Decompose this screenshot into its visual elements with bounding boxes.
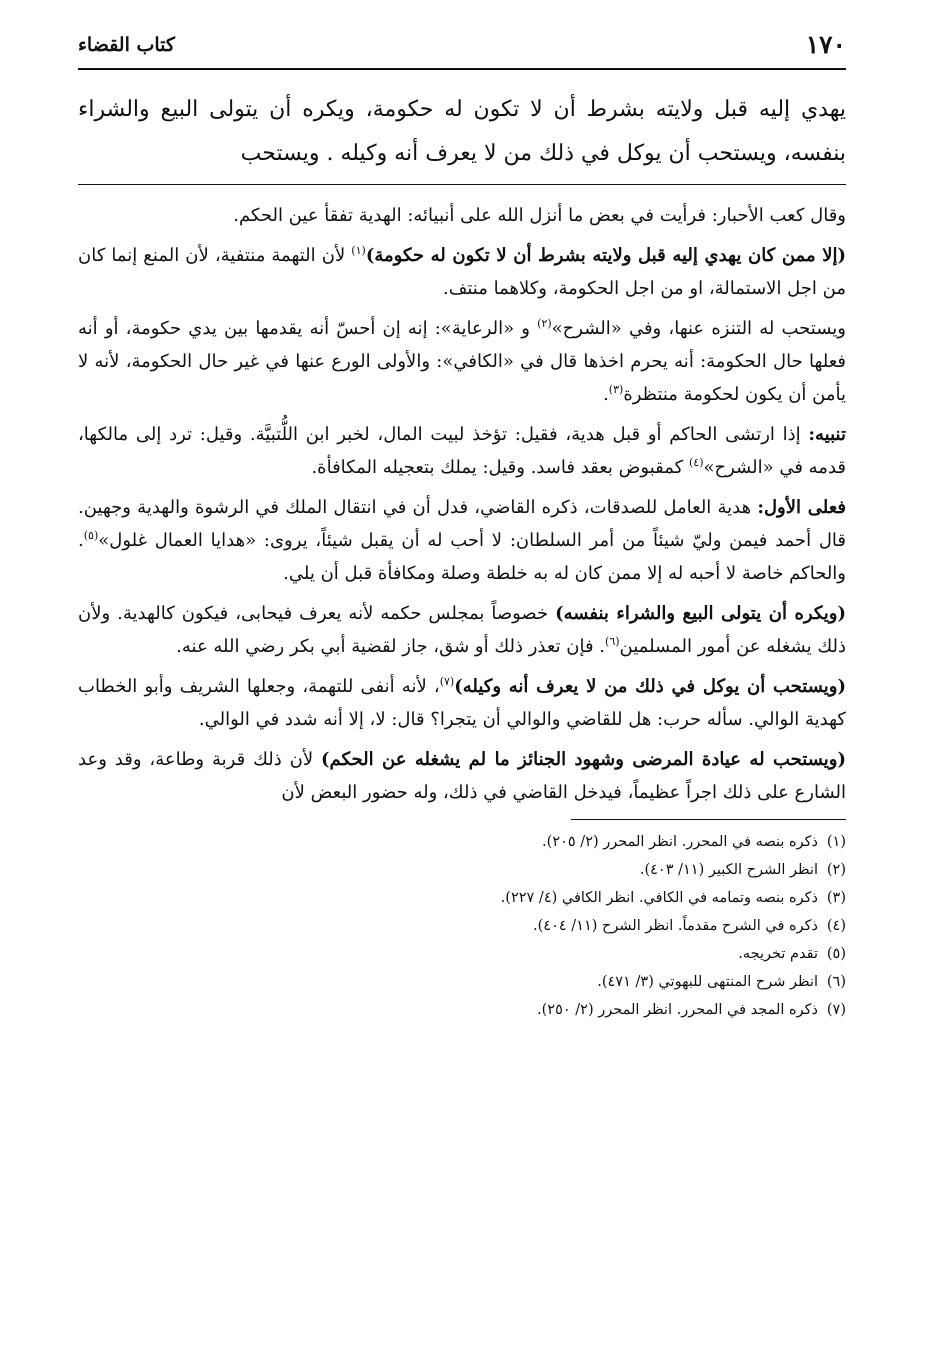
paragraph-8 (78, 743, 846, 809)
footnote-number: (٣) (826, 890, 846, 906)
footnote-text: تقدم تخريجه. (738, 946, 818, 962)
footnote-divider (571, 819, 846, 820)
footnote-ref: (٤) (688, 456, 704, 469)
matn-text: يهدي إليه قبل ولايته بشرط أن لا تكون له حكومة، ويكره أن يتولى البيع والشراء بنفسه، ويستحب أن يوكل في ذلك من لا يعرف أنه وكيله . ويستحب (78, 88, 846, 185)
footnote-text: انظر الشرح الكبير (١١/ ٤٠٣). (639, 862, 818, 878)
footnote-item (78, 968, 846, 996)
footnote-text: انظر شرح المنتهى للبهوتي (٣/ ٤٧١). (597, 974, 818, 990)
quoted-matn: (ويستحب أن يوكل في ذلك من لا يعرف أنه وكيله) (454, 676, 846, 697)
footnote-number: (٤) (826, 918, 846, 934)
footnote-item (78, 996, 846, 1024)
footnote-number: (٥) (826, 946, 846, 962)
page-number: ١٧٠ (805, 30, 846, 59)
paragraph-text: . والحاكم خاصة لا أحبه له إلا ممن كان له به خلطة وصلة ومكافأة قبل أن يلي. (78, 530, 846, 584)
note-label: تنبيه: (808, 424, 846, 445)
paragraph-4 (78, 418, 846, 484)
paragraph-1: وقال كعب الأحبار: فرأيت في بعض ما أنزل الله على أنبيائه: الهدية تفقأ عين الحكم. (233, 205, 846, 226)
footnote-ref: (١) (351, 244, 366, 257)
footnote-text: ذكره المجد في المحرر. انظر المحرر (٢/ ٢٥٠). (537, 1002, 818, 1018)
paragraph-text: ويستحب له التنزه عنها، وفي «الشرح» (551, 318, 846, 339)
footnote-number: (١) (826, 834, 846, 850)
paragraph-text: لأن التهمة منتفية، لأن المنع إنما كان من اجل الاستمالة، او من اجل الحكومة، وكلاهما منتف. (78, 245, 846, 299)
footnote-ref: (٥) (83, 529, 99, 542)
footnote-item (78, 856, 846, 884)
paragraph-text: لأن ذلك قربة وطاعة، وقد وعد الشارع على ذلك اجراً عظيماً، فيدخل القاضي في ذلك، وله حضور البعض لأن (78, 749, 846, 803)
book-page (78, 28, 846, 1351)
quoted-matn: (إلا ممن كان يهدي إليه قبل ولايته بشرط أن لا تكون له حكومة) (365, 245, 846, 266)
section-label: فعلى الأول: (757, 497, 846, 518)
paragraph-text: . (603, 384, 609, 405)
paragraph-7 (78, 670, 846, 736)
quoted-matn: (ويستحب له عيادة المرضى وشهود الجنائز ما لم يشغله عن الحكم) (321, 749, 847, 770)
paragraph-2 (78, 239, 846, 305)
footnote-text: ذكره بنصه وتمامه في الكافي. انظر الكافي (٤/ ٢٢٧). (500, 890, 818, 906)
footnote-item (78, 884, 846, 912)
footnote-ref: (٣) (608, 383, 624, 396)
footnote-number: (٧) (826, 1002, 846, 1018)
footnote-number: (٢) (826, 862, 846, 878)
paragraph-text: و «الرعاية»: إنه إن أحسّ أنه يقدمها بين يدي حكومة، أو أنه فعلها حال الحكومة: أنه يحرم اخذها قال في «الكافي»: والأولى الورع عنها في غير حال الحكومة، لأنه لا يأمن أن يكون لحكومة منتظرة (78, 318, 846, 405)
paragraph-6 (78, 597, 846, 663)
paragraph-text: هدية العامل للصدقات، ذكره القاضي، فدل أن في انتقال الملك في الرشوة والهدية وجهين. قال أحمد فيمن وليّ شيئاً من أمر السلطان: لا أحب له أن يقبل شيئاً، يروى: «هدايا العمال غلول» (78, 497, 846, 551)
footnote-item (78, 940, 846, 968)
paragraph-text: كمقبوض بعقد فاسد. وقيل: يملك بتعجيله المكافأة. (311, 457, 689, 478)
footnote-ref: (٦) (605, 635, 620, 648)
footnotes-list (78, 828, 846, 1024)
footnote-item (78, 912, 846, 940)
footnote-ref: (٢) (537, 317, 552, 330)
footnote-text: ذكره بنصه في المحرر. انظر المحرر (٢/ ٢٠٥). (542, 834, 818, 850)
paragraph-text: . فإن تعذر ذلك أو شق، جاز لقضية أبي بكر رضي الله عنه. (176, 636, 606, 657)
paragraph-3 (78, 312, 846, 411)
running-header (78, 28, 846, 70)
paragraph-text: ، لأنه أنفى للتهمة، وجعلها الشريف وأبو الخطاب كهدية الوالي. سأله حرب: هل للقاضي والوالي أن يتجرا؟ قال: لا، إلا أنه شدد في الوالي. (78, 676, 846, 730)
chapter-title: كتاب القضاء (78, 34, 175, 56)
commentary (78, 199, 846, 809)
footnote-ref: (٧) (439, 675, 455, 688)
paragraph-5 (78, 491, 846, 590)
footnote-item (78, 828, 846, 856)
quoted-matn: (ويكره أن يتولى البيع والشراء بنفسه) (555, 603, 847, 624)
footnote-number: (٦) (826, 974, 846, 990)
footnote-text: ذكره في الشرح مقدماً. انظر الشرح (١١/ ٤٠٤). (533, 918, 818, 934)
paragraph-text: خصوصاً بمجلس حكمه لأنه يعرف فيحابى، فيكون كالهدية. ولأن ذلك يشغله عن أمور المسلمين (78, 603, 846, 657)
paragraph-text: إذا ارتشى الحاكم أو قبل هدية، فقيل: تؤخذ لبيت المال، لخبر ابن اللُّتبيَّة. وقيل: ترد إلى مالكها، قدمه في «الشرح» (78, 424, 846, 478)
